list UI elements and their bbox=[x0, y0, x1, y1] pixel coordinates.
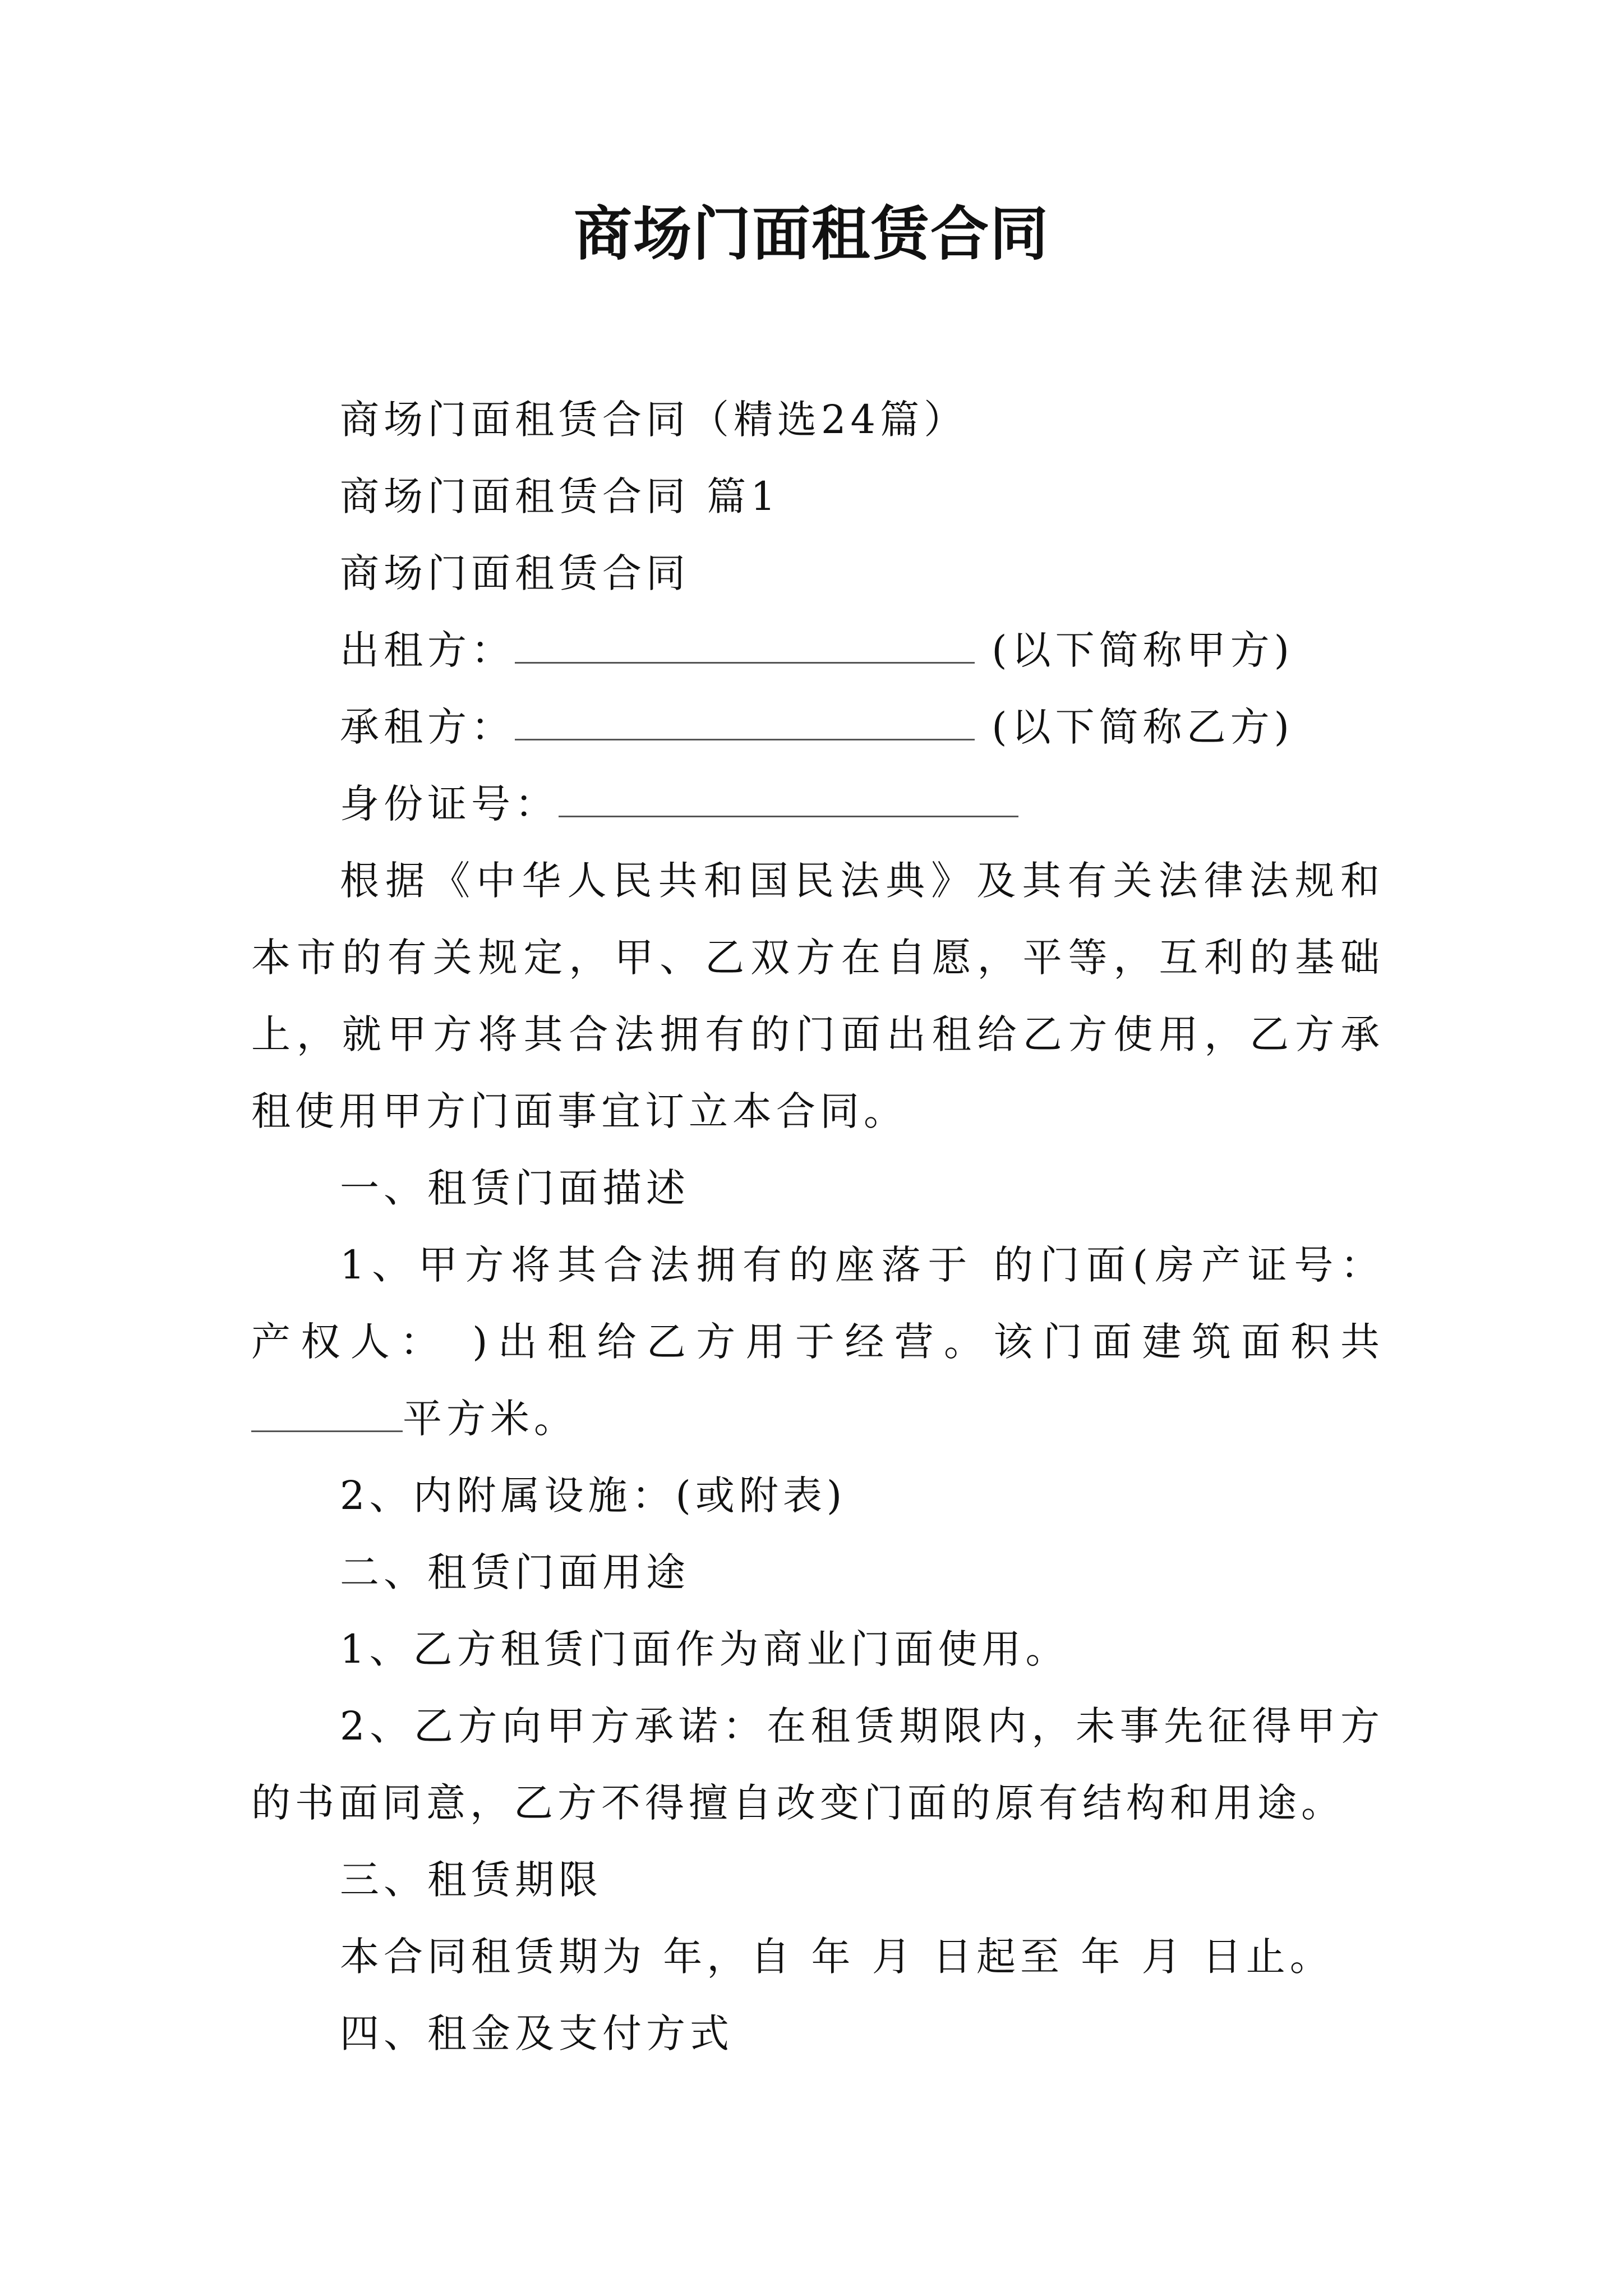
lessee-label: 承租方： bbox=[340, 704, 515, 750]
subtitle-line: 商场门面租赁合同（精选24篇） bbox=[340, 397, 968, 443]
lessor-label: 出租方： bbox=[340, 627, 515, 673]
heading-1: 一、租赁门面描述 bbox=[340, 1165, 690, 1211]
heading-3: 三、租赁期限 bbox=[340, 1857, 602, 1903]
area-blank[interactable] bbox=[251, 1398, 403, 1432]
paragraph-usage-2: 2、乙方向甲方承诺：在租赁期限内，未事先征得甲方的书面同意，乙方不得擅自改变门面的原有结构和用途。 bbox=[251, 1703, 1384, 1826]
lessor-line bbox=[251, 612, 1384, 689]
lessee-blank[interactable] bbox=[515, 706, 975, 740]
paragraph-intro: 根据《中华人民共和国民法典》及其有关法律法规和本市的有关规定，甲、乙双方在自愿，平等，互利的基础上，就甲方将其合法拥有的门面出租给乙方使用，乙方承租使用甲方门面事宜订立本合同。 bbox=[251, 858, 1384, 1134]
heading-4: 四、租金及支付方式 bbox=[340, 2010, 734, 2056]
contract-name-line: 商场门面租赁合同 bbox=[340, 550, 690, 596]
id-number-blank[interactable] bbox=[559, 783, 1018, 817]
lessee-line bbox=[251, 689, 1384, 766]
id-number-line bbox=[251, 766, 1384, 843]
paragraph-premises: 1、甲方将其合法拥有的座落于 的门面(房产证号： 产权人： )出租给乙方用于经营。该门面建筑面积共平方米。 bbox=[251, 1242, 1384, 1442]
document-body bbox=[251, 381, 1384, 2072]
heading-2: 二、租赁门面用途 bbox=[340, 1549, 690, 1595]
paragraph-usage-1: 1、乙方租赁门面作为商业门面使用。 bbox=[340, 1626, 1069, 1672]
id-number-label: 身份证号： bbox=[340, 781, 559, 827]
lessee-suffix: (以下简称乙方) bbox=[992, 704, 1294, 750]
lessor-blank[interactable] bbox=[515, 629, 975, 664]
lessor-suffix: (以下简称甲方) bbox=[992, 627, 1294, 673]
section-heading-line: 商场门面租赁合同 篇1 bbox=[340, 473, 780, 519]
paragraph-facilities: 2、内附属设施：(或附表) bbox=[340, 1473, 847, 1519]
document-title: 商场门面租赁合同 bbox=[573, 199, 1049, 268]
paragraph-term: 本合同租赁期为 年，自 年 月 日起至 年 月 日止。 bbox=[340, 1934, 1334, 1980]
